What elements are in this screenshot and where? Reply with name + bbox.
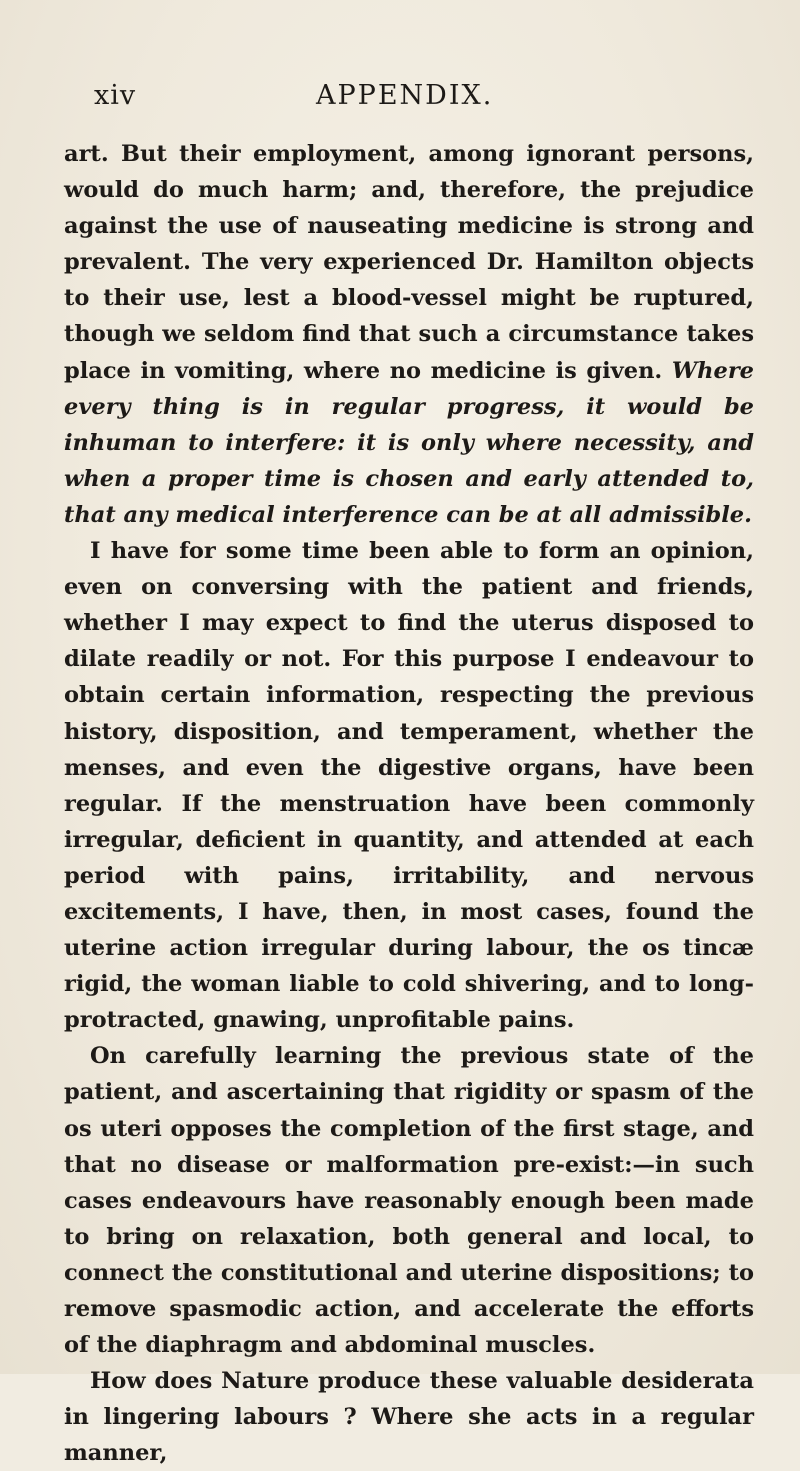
italic-text-segment: Where every thing is in regular progress, it would be inhuman to interfere: it is only where necessity, and when a proper time is chosen and early attended to, that any medical interference can be at all admissible. [64, 357, 754, 528]
text-segment: How does Nature produce these valuable desiderata in lingering labours ? Where she acts in a regular manner, [64, 1368, 754, 1467]
paragraph [64, 533, 754, 1038]
running-title: APPENDIX. [316, 80, 494, 111]
text-segment: art. But their employment, among ignorant persons, would do much harm; and, therefore, the prejudice against the use of nauseating medicine is strong and prevalent. The very experienced Dr. Hamilton objects to their use, lest a blood-vessel might be ruptured, though we seldom find that such a circumstance takes place in vomiting, where no medicine is given. [64, 141, 754, 384]
paragraph [64, 136, 754, 533]
running-head [64, 80, 754, 124]
text-segment: On carefully learning the previous state of the patient, and ascertaining that rigidity or spasm of the os uteri opposes the completion of the first stage, and that no disease or malformation pre-exist:—in such cases endeavours have reasonably enough been made to bring on relaxation, both general and local, to connect the constitutional and uterine dispositions; to remove spasmodic action, and accelerate the efforts of the diaphragm and abdominal muscles. [64, 1043, 754, 1359]
book-page [64, 80, 754, 1471]
text-segment: I have for some time been able to form an opinion, even on conversing with the patient and friends, whether I may expect to find the uterus disposed to dilate readily or not. For this purpose I endeavour to obtain certain information, respecting the previous history, disposition, and temperament, whether the menses, and even the digestive organs, have been regular. If the menstruation have been commonly irregular, deficient in quantity, and attended at each period with pains, irritability, and nervous excitements, I have, then, in most cases, found the uterine action irregular during labour, the os tincæ rigid, the woman liable to cold shivering, and to long-protracted, gnawing, unprofitable pains. [64, 538, 754, 1034]
paragraph [64, 1363, 754, 1471]
paragraph [64, 1038, 754, 1363]
body-text [64, 136, 754, 1471]
page-number: xiv [94, 80, 137, 111]
